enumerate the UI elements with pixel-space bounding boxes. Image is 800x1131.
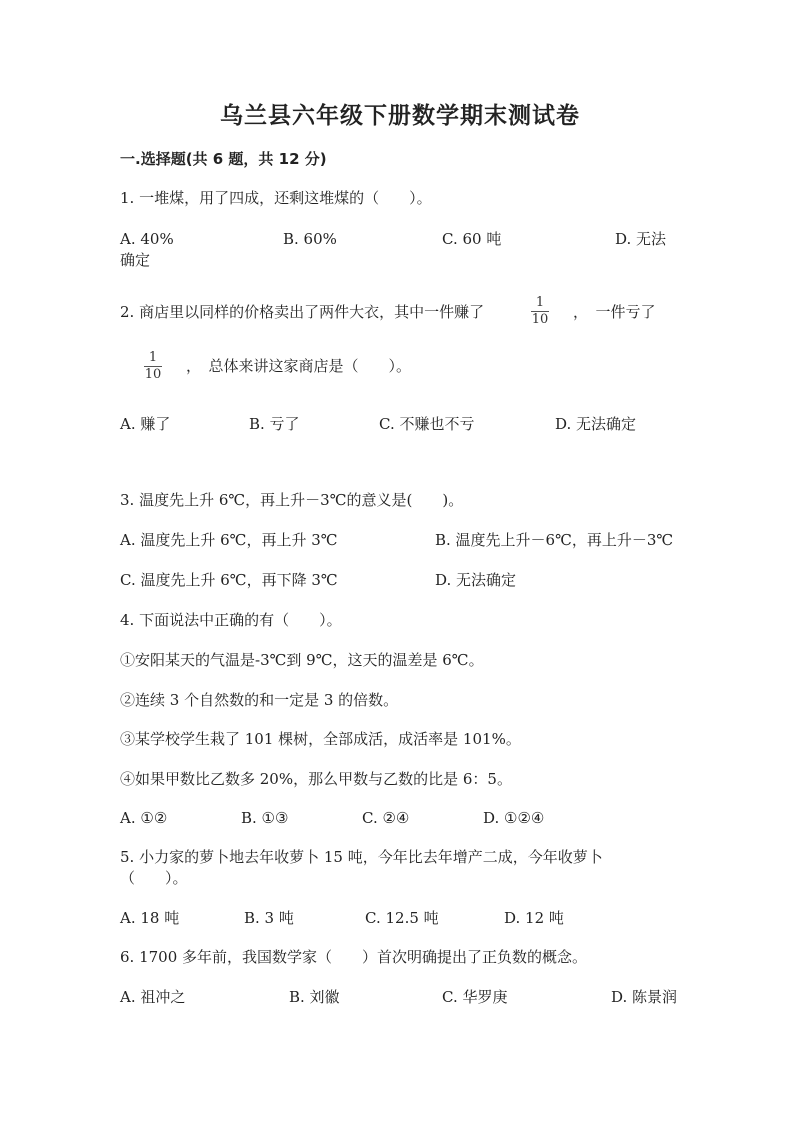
q6-option-c[interactable]: C. 华罗庚: [442, 988, 508, 1006]
fraction-one-tenth: [531, 296, 549, 327]
fraction-one-tenth: [144, 351, 162, 382]
question-5-text-wrap: （ ）。: [120, 869, 188, 887]
q5-option-b[interactable]: B. 3 吨: [244, 909, 294, 927]
section-heading: 一.选择题(共 6 题，共 12 分): [120, 150, 327, 168]
fraction-numerator: 1: [148, 350, 158, 365]
q6-option-b[interactable]: B. 刘徽: [289, 988, 340, 1006]
q1-option-d-wrap: 确定: [120, 251, 151, 269]
q5-option-c[interactable]: C. 12.5 吨: [365, 909, 439, 927]
page-title: 乌兰县六年级下册数学期末测试卷: [220, 103, 580, 129]
question-5-text: 5. 小力家的萝卜地去年收萝卜 15 吨，今年比去年增产二成，今年收萝卜: [120, 848, 603, 866]
q1-option-a[interactable]: A. 40%: [120, 230, 174, 248]
fraction-denominator: 10: [144, 367, 162, 382]
question-4-text: 4. 下面说法中正确的有（ ）。: [120, 611, 342, 629]
q2-option-b[interactable]: B. 亏了: [249, 415, 300, 433]
q1-option-d[interactable]: D. 无法: [615, 230, 667, 248]
q4-statement-4: ④如果甲数比乙数多 20%，那么甲数与乙数的比是 6：5。: [120, 770, 512, 788]
q3-option-b[interactable]: B. 温度先上升－6℃，再上升－3℃: [435, 531, 674, 549]
fraction-numerator: 1: [535, 295, 545, 310]
question-1-text: 1. 一堆煤，用了四成，还剩这堆煤的（ ）。: [120, 189, 432, 207]
q4-option-c[interactable]: C. ②④: [362, 809, 410, 827]
q3-option-d[interactable]: D. 无法确定: [435, 571, 517, 589]
q4-statement-1: ①安阳某天的气温是-3℃到 9℃，这天的温差是 6℃。: [120, 651, 484, 669]
question-6-text: 6. 1700 多年前，我国数学家（ ）首次明确提出了正负数的概念。: [120, 948, 588, 966]
q6-option-a[interactable]: A. 祖冲之: [120, 988, 186, 1006]
q4-option-b[interactable]: B. ①③: [241, 809, 289, 827]
question-2-text-b: ， 一件亏了: [573, 303, 656, 321]
q2-option-d[interactable]: D. 无法确定: [555, 415, 637, 433]
q4-statement-2: ②连续 3 个自然数的和一定是 3 的倍数。: [120, 691, 399, 709]
fraction-denominator: 10: [531, 312, 549, 327]
question-3-text: 3. 温度先上升 6℃，再上升－3℃的意义是( )。: [120, 491, 464, 509]
q2-option-a[interactable]: A. 赚了: [120, 415, 171, 433]
question-2-text-c: ， 总体来讲这家商店是（ ）。: [186, 357, 412, 375]
q5-option-a[interactable]: A. 18 吨: [120, 909, 180, 927]
q2-option-c[interactable]: C. 不赚也不亏: [379, 415, 475, 433]
question-2-text-a: 2. 商店里以同样的价格卖出了两件大衣，其中一件赚了: [120, 303, 485, 321]
q4-statement-3: ③某学校学生栽了 101 棵树，全部成活，成活率是 101%。: [120, 730, 521, 748]
q5-option-d[interactable]: D. 12 吨: [504, 909, 564, 927]
q3-option-c[interactable]: C. 温度先上升 6℃，再下降 3℃: [120, 571, 338, 589]
q3-option-a[interactable]: A. 温度先上升 6℃，再上升 3℃: [120, 531, 338, 549]
q1-option-c[interactable]: C. 60 吨: [442, 230, 502, 248]
q1-option-b[interactable]: B. 60%: [283, 230, 337, 248]
q4-option-d[interactable]: D. ①②④: [483, 809, 545, 827]
q4-option-a[interactable]: A. ①②: [120, 809, 168, 827]
q6-option-d[interactable]: D. 陈景润: [611, 988, 678, 1006]
